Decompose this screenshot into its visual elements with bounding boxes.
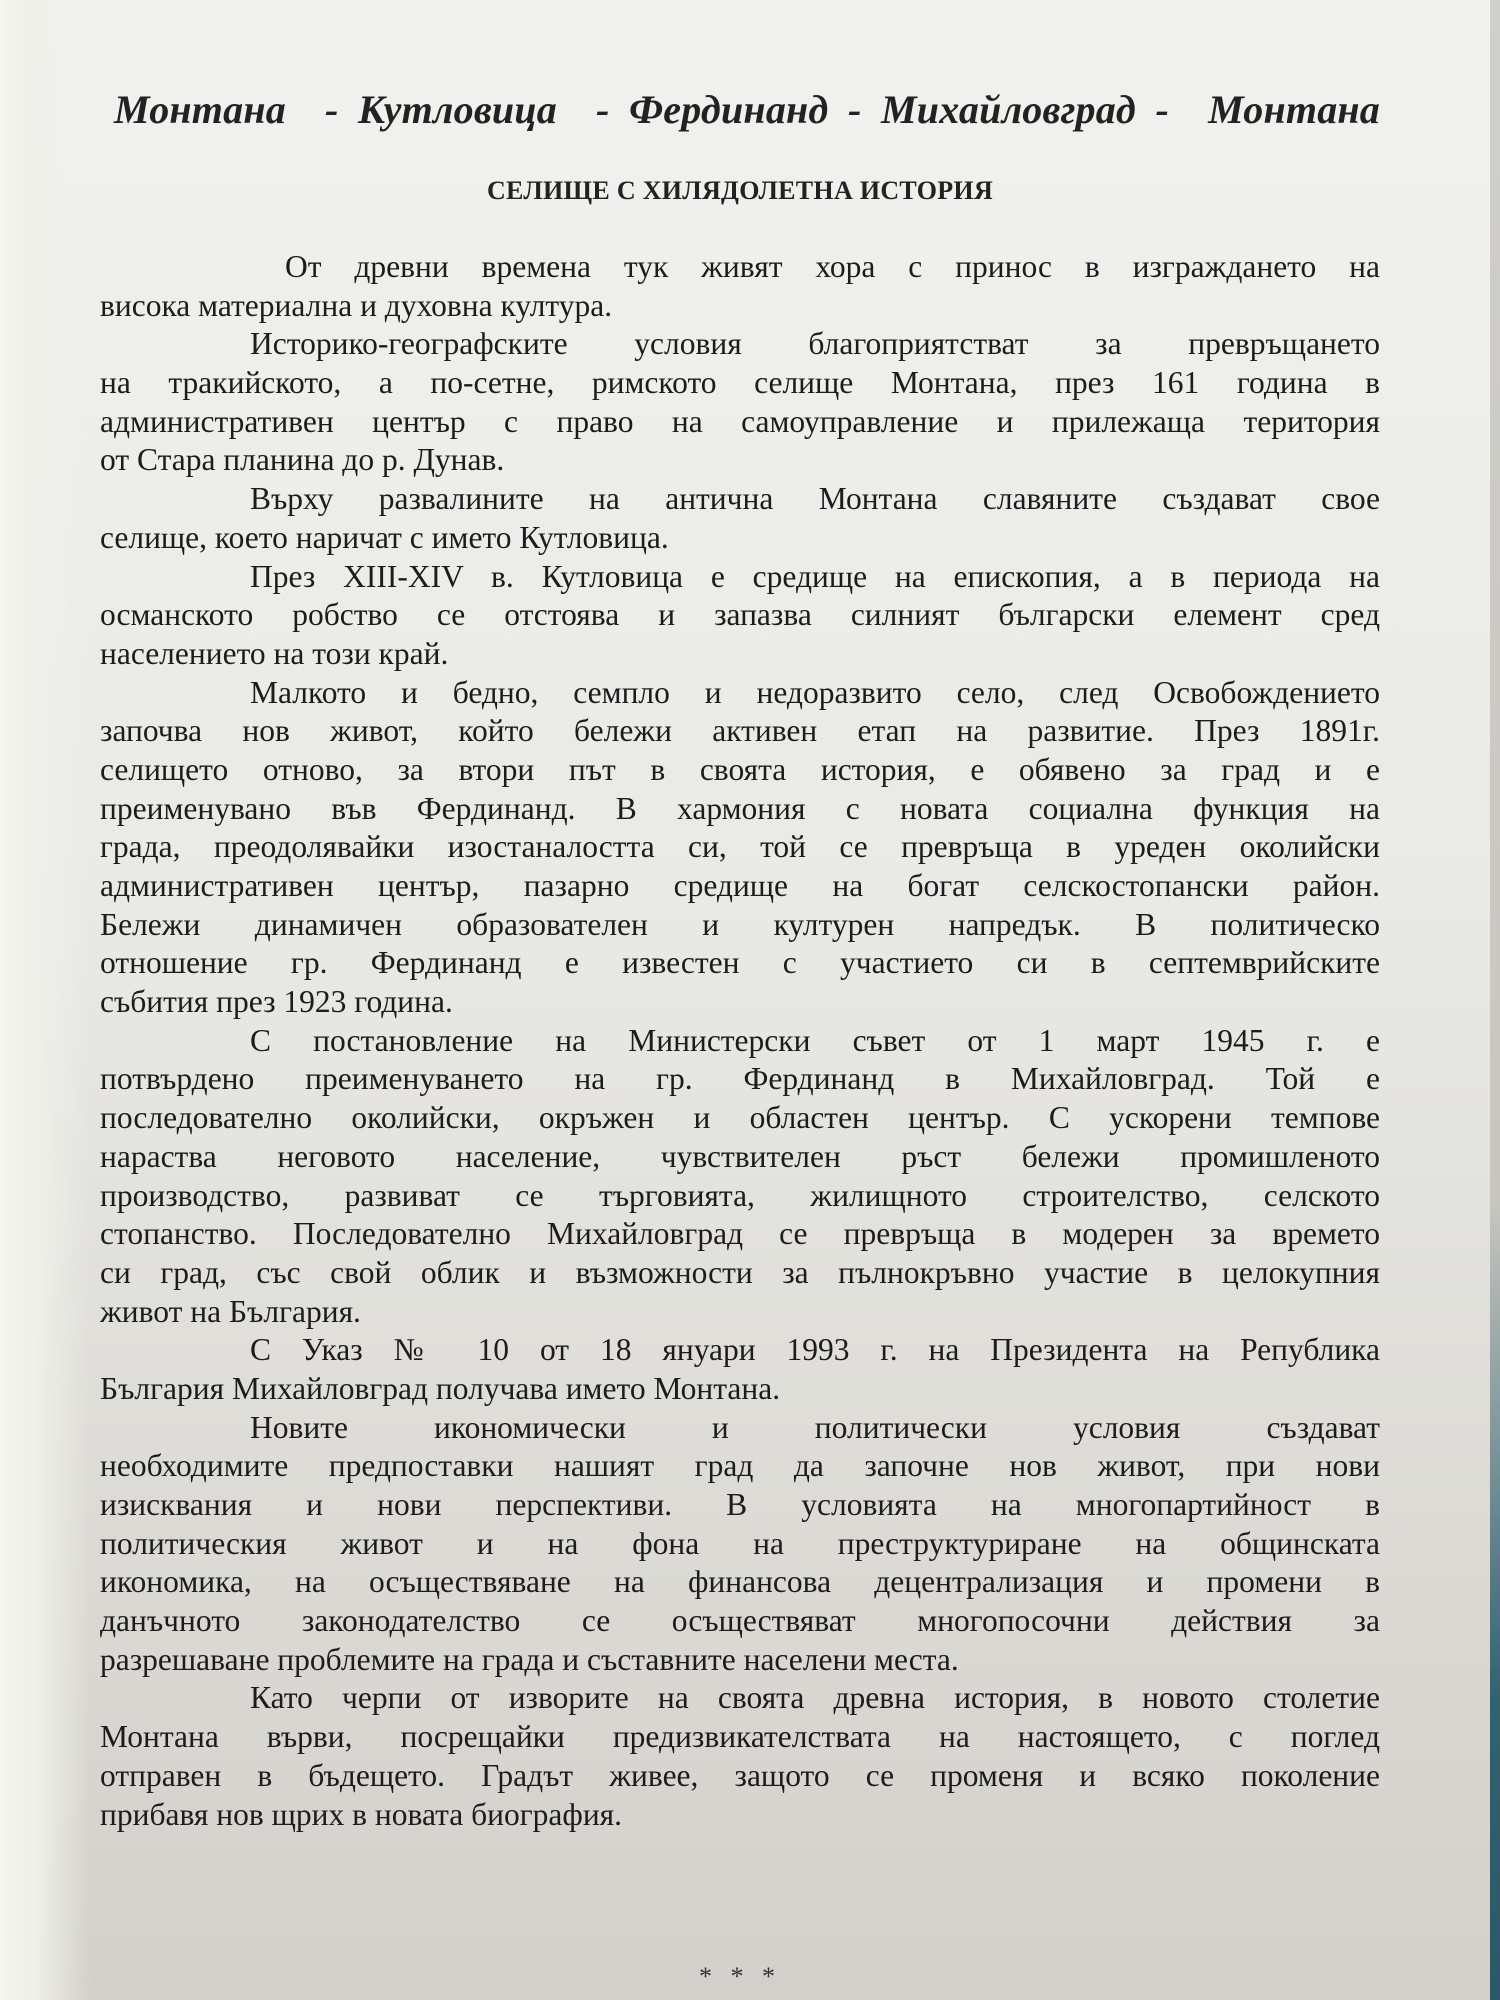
text-line: селище, което наричат с името Кутловица. [100,519,669,555]
body-text [100,248,1380,1834]
paragraph [100,480,1380,557]
text-line: Новите икономически и политически условия създават [250,1409,1380,1445]
text-line: разрешаване проблемите на града и съставните населени места. [100,1641,959,1677]
text-line: необходимите предпоставки нашият град да започне нов живот, при нови [100,1448,1380,1484]
text-line: нараства неговото население, чувствителен ръст бележи промишленото [100,1138,1380,1174]
text-line: икономика, на осъществяване на финансова децентрализация и промени в [100,1564,1380,1600]
text-line: данъчното законодателство се осъществяват многопосочни действия за [100,1603,1380,1639]
text-line: От древни времена тук живят хора с принос в изграждането на [285,249,1380,284]
text-line: събития през 1923 година. [100,984,453,1020]
paragraph [100,1409,1380,1680]
section-heading: СЕЛИЩЕ С ХИЛЯДОЛЕТНА ИСТОРИЯ [486,176,994,205]
text-line: Малкото и бедно, семпло и недоразвито село, след Освобождението [250,674,1380,710]
document-title: Монтана - Кутловица - Фердинанд - Михайловград - Монтана [114,87,1380,132]
text-line: административен център, пазарно средище на богат селскостопански район. [100,868,1380,903]
text-line: отношение гр. Фердинанд е известен с участието си в септемврийските [100,945,1380,981]
text-line: от Стара планина до р. Дунав. [100,442,505,478]
text-line: През XIII-XIV в. Кутловица е средище на епископия, а в периода на [250,558,1380,594]
text-line: политическия живот и на фона на преструктуриране на общинската [100,1525,1380,1561]
text-line: града, преодолявайки изостаналостта си, той се превръща в уреден околийски [100,829,1380,865]
text-line: си град, със свой облик и възможности за пълнокръвно участие в целокупния [100,1254,1380,1290]
text-line: С Указ № 10 от 18 януари 1993 г. на Президента на Република [250,1332,1380,1368]
paragraph [100,558,1380,674]
text-line: отправен в бъдещето. Градът живее, защото се променя и всяко поколение [100,1757,1380,1793]
text-line: на тракийското, а по-сетне, римското селище Монтана, през 161 година в [100,365,1380,401]
text-line: административен център с право на самоуправление и прилежаща територия [100,403,1380,439]
text-line: започва нов живот, който бележи активен етап на развитие. През 1891г. [100,713,1380,749]
paragraph [100,1679,1380,1834]
text-line: С постановление на Министерски съвет от 1 март 1945 г. е [250,1022,1380,1058]
page-gutter-shadow [0,0,90,2000]
text-line: Бележи динамичен образователен и културен напредък. В политическо [100,906,1380,942]
text-line: прибавя нов щрих в новата биография. [100,1796,623,1832]
text-line: преименувано във Фердинанд. В хармония с новата социална функция на [100,790,1380,826]
text-line: потвърдено преименуването на гр. Фердинанд в Михайловград. Той е [100,1061,1380,1097]
text-line: живот на България. [100,1293,361,1329]
text-line: Историко-географските условия благоприятстват за превръщането [250,326,1380,362]
text-line: последователно околийски, окръжен и областен център. С ускорени темпове [100,1100,1380,1136]
text-line: селището отново, за втори път в своята история, е обявено за град и е [100,751,1380,787]
paragraph [100,248,1380,325]
text-line: османското робство се отстоява и запазва силният български елемент сред [100,597,1380,633]
text-line: населението на този край. [100,635,449,671]
page-edge [1490,0,1500,2000]
text-line: изисквания и нови перспективи. В условията на многопартийност в [100,1487,1380,1522]
paragraph [100,1022,1380,1332]
text-line: висока материална и духовна култура. [100,287,613,323]
text-line: Като черпи от изворите на своята древна история, в новото столетие [250,1680,1380,1716]
text-line: стопанство. Последователно Михайловград се превръща в модерен за времето [100,1216,1380,1252]
text-line: производство, развиват се търговията, жилищното строителство, селското [100,1177,1380,1213]
text-line: България Михайловград получава името Монтана. [100,1370,781,1406]
text-line: Монтана върви, посрещайки предизвикателствата на настоящето, с поглед [100,1719,1380,1755]
paragraph [100,1331,1380,1408]
section-separator: * * * [699,1962,781,1991]
paragraph [100,674,1380,1022]
text-line: Върху развалините на антична Монтана славяните създават свое [250,481,1380,517]
paragraph [100,325,1380,480]
